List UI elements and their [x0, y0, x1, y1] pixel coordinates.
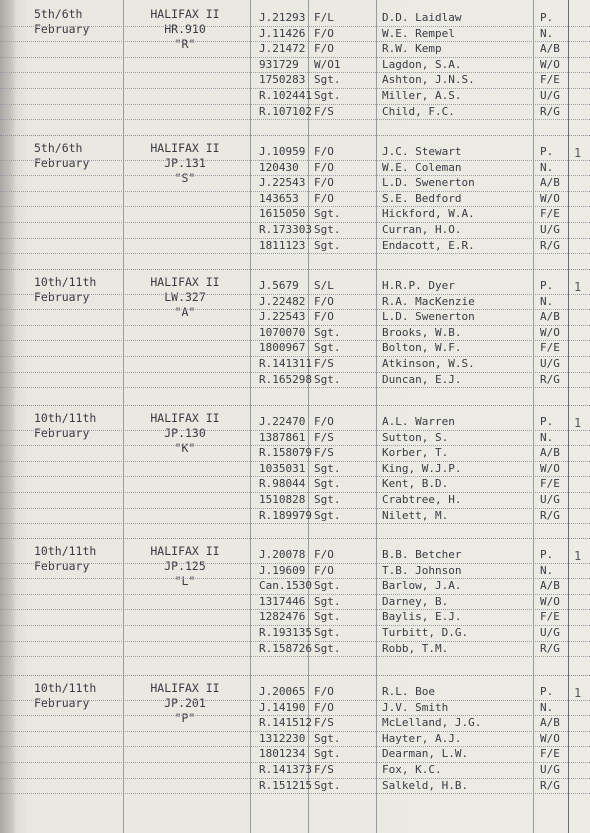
crew-row: [0, 340, 590, 357]
crew-row: [0, 160, 590, 177]
aircraft-line: JP.201: [164, 696, 206, 710]
crew-rank: F/S: [314, 763, 334, 776]
aircraft-line: "A": [174, 305, 196, 319]
crew-name: Endacott, E.R.: [382, 238, 475, 252]
crew-name: Barlow, J.A.: [382, 579, 462, 593]
crew-role: N.: [540, 26, 554, 40]
service-number: J.5679: [259, 279, 299, 292]
crew-row: [0, 88, 590, 105]
crew-role: R/G: [540, 104, 560, 118]
margin-note: 1: [574, 686, 582, 700]
service-number: R.189979: [259, 508, 312, 522]
service-number: R.141311: [259, 357, 312, 370]
crew-rank: F/S: [314, 430, 334, 444]
crew-row: [0, 625, 590, 642]
crew-row: [0, 325, 590, 342]
crew-row: [0, 191, 590, 208]
crew-name: Child, F.C.: [382, 104, 455, 118]
crew-role: F/E: [540, 341, 560, 355]
aircraft-line: "L": [174, 574, 196, 588]
crew-rank: Sgt.: [314, 579, 341, 593]
crew-rank: F/O: [314, 685, 334, 698]
crew-name: R.W. Kemp: [382, 42, 442, 56]
crew-row: [0, 762, 590, 779]
crew-role: F/E: [540, 73, 560, 87]
crew-role: P.: [540, 415, 554, 428]
aircraft-line: HALIFAX II: [150, 141, 220, 155]
crew-rank: Sgt.: [314, 594, 341, 608]
aircraft-line: JP.131: [164, 156, 206, 170]
crew-name: Ashton, J.N.S.: [382, 73, 475, 87]
crew-name: Hickford, W.A.: [382, 207, 475, 221]
service-number: R.158726: [259, 641, 312, 655]
crew-name: Fox, K.C.: [382, 763, 442, 776]
crew-name: McLelland, J.G.: [382, 716, 482, 730]
crew-rank: F/S: [314, 104, 334, 118]
sortie-separator: [0, 269, 590, 270]
crew-rank: Sgt.: [314, 610, 341, 624]
crew-role: U/G: [540, 763, 560, 776]
crew-row: [0, 278, 590, 295]
crew-name: L.D. Swenerton: [382, 176, 475, 190]
crew-rank: Sgt.: [314, 341, 341, 355]
crew-row: [0, 414, 590, 431]
crew-row: [0, 57, 590, 74]
crew-row: [0, 476, 590, 493]
service-number: 1070070: [259, 325, 306, 339]
crew-row: [0, 222, 590, 239]
crew-rank: F/O: [314, 563, 334, 577]
service-number: 931729: [259, 57, 299, 71]
crew-rank: Sgt.: [314, 207, 341, 221]
date-line: February: [34, 156, 90, 170]
date-line: February: [34, 696, 90, 710]
crew-role: N.: [540, 160, 554, 174]
service-number: R.141373: [259, 763, 312, 776]
crew-name: A.L. Warren: [382, 415, 455, 428]
crew-row: [0, 731, 590, 748]
crew-rank: Sgt.: [314, 325, 341, 339]
crew-rank: F/O: [314, 42, 334, 56]
aircraft-line: HALIFAX II: [150, 275, 220, 289]
crew-name: R.A. MacKenzie: [382, 294, 475, 308]
crew-role: W/O: [540, 731, 560, 745]
crew-rank: Sgt.: [314, 461, 341, 475]
date-line: 5th/6th: [34, 7, 83, 21]
service-number: 143653: [259, 191, 299, 205]
crew-role: F/E: [540, 610, 560, 624]
service-number: R.98044: [259, 477, 306, 491]
crew-row: [0, 72, 590, 89]
crew-rank: Sgt.: [314, 238, 341, 252]
crew-role: A/B: [540, 176, 560, 190]
crew-rank: W/O1: [314, 57, 341, 71]
crew-role: N.: [540, 563, 554, 577]
service-number: J.22543: [259, 310, 306, 324]
crew-role: U/G: [540, 223, 560, 236]
crew-rank: Sgt.: [314, 73, 341, 87]
crew-name: Darney, B.: [382, 594, 449, 608]
service-number: J.22470: [259, 415, 306, 428]
crew-role: P.: [540, 548, 554, 561]
crew-role: F/E: [540, 207, 560, 221]
crew-row: [0, 715, 590, 732]
crew-role: N.: [540, 700, 554, 714]
crew-role: A/B: [540, 310, 560, 324]
crew-name: Salkeld, H.B.: [382, 778, 469, 792]
aircraft-line: HALIFAX II: [150, 411, 220, 425]
crew-rank: F/S: [314, 716, 334, 730]
crew-rank: Sgt.: [314, 372, 341, 386]
crew-rank: Sgt.: [314, 493, 341, 506]
service-number: J.20065: [259, 685, 306, 698]
crew-name: Dearman, L.W.: [382, 747, 469, 761]
crew-rank: Sgt.: [314, 223, 341, 236]
crew-rank: Sgt.: [314, 747, 341, 761]
service-number: 1387861: [259, 430, 306, 444]
crew-row: [0, 26, 590, 43]
crew-name: Turbitt, D.G.: [382, 626, 469, 639]
margin-note: 1: [574, 549, 582, 563]
crew-name: T.B. Johnson: [382, 563, 462, 577]
crew-role: P.: [540, 145, 554, 158]
crew-rank: F/O: [314, 191, 334, 205]
aircraft-line: HR.910: [164, 22, 206, 36]
date-line: February: [34, 290, 90, 304]
crew-role: A/B: [540, 716, 560, 730]
crew-rank: Sgt.: [314, 641, 341, 655]
crew-rank: F/O: [314, 145, 334, 158]
crew-rank: F/O: [314, 176, 334, 190]
service-number: Can.1530: [259, 579, 312, 593]
crew-rank: F/O: [314, 294, 334, 308]
aircraft-line: "P": [174, 711, 196, 725]
crew-role: N.: [540, 430, 554, 444]
crew-row: [0, 104, 590, 121]
aircraft-line: HALIFAX II: [150, 544, 220, 558]
crew-row: [0, 175, 590, 192]
date-line: 10th/11th: [34, 681, 97, 695]
service-number: J.22543: [259, 176, 306, 190]
service-number: J.21293: [259, 11, 306, 24]
sortie-separator: [0, 538, 590, 539]
date-line: 10th/11th: [34, 544, 97, 558]
crew-row: [0, 144, 590, 161]
crew-role: U/G: [540, 626, 560, 639]
crew-name: Duncan, E.J.: [382, 372, 462, 386]
crew-role: A/B: [540, 579, 560, 593]
crew-name: H.R.P. Dyer: [382, 279, 455, 292]
crew-row: [0, 238, 590, 255]
crew-rank: F/O: [314, 415, 334, 428]
service-number: 1750283: [259, 73, 306, 87]
crew-rank: F/S: [314, 446, 334, 460]
service-number: R.102441: [259, 89, 312, 102]
crew-row: [0, 430, 590, 447]
date-line: February: [34, 22, 90, 36]
crew-role: R/G: [540, 508, 560, 522]
service-number: 1510828: [259, 493, 306, 506]
crew-name: Atkinson, W.S.: [382, 357, 475, 370]
service-number: J.19609: [259, 563, 306, 577]
date-line: 5th/6th: [34, 141, 83, 155]
service-number: R.158079: [259, 446, 312, 460]
crew-name: Curran, H.O.: [382, 223, 462, 236]
service-number: 1312230: [259, 731, 306, 745]
crew-row: [0, 594, 590, 611]
date-line: 10th/11th: [34, 411, 97, 425]
service-number: R.141512: [259, 716, 312, 730]
crew-role: R/G: [540, 372, 560, 386]
crew-name: King, W.J.P.: [382, 461, 462, 475]
crew-rank: F/O: [314, 310, 334, 324]
aircraft-line: JP.130: [164, 426, 206, 440]
crew-name: Lagdon, S.A.: [382, 57, 462, 71]
crew-row: [0, 700, 590, 717]
crew-role: P.: [540, 279, 554, 292]
crew-name: Korber, T.: [382, 446, 449, 460]
sortie-separator: [0, 135, 590, 136]
service-number: 1811123: [259, 238, 306, 252]
crew-name: Kent, B.D.: [382, 477, 449, 491]
crew-name: Miller, A.S.: [382, 89, 462, 102]
aircraft-line: HALIFAX II: [150, 7, 220, 21]
crew-name: B.B. Betcher: [382, 548, 462, 561]
aircraft-line: "K": [174, 441, 196, 455]
crew-role: R/G: [540, 238, 560, 252]
crew-rank: F/O: [314, 26, 334, 40]
crew-role: W/O: [540, 57, 560, 71]
crew-row: [0, 445, 590, 462]
crew-rank: Sgt.: [314, 508, 341, 522]
crew-name: Brooks, W.B.: [382, 325, 462, 339]
service-number: R.193135: [259, 626, 312, 639]
service-number: J.10959: [259, 145, 306, 158]
crew-role: W/O: [540, 325, 560, 339]
date-line: 10th/11th: [34, 275, 97, 289]
service-number: 120430: [259, 160, 299, 174]
crew-role: U/G: [540, 89, 560, 102]
crew-row: [0, 746, 590, 763]
crew-rank: F/O: [314, 548, 334, 561]
crew-rank: F/O: [314, 700, 334, 714]
crew-role: P.: [540, 685, 554, 698]
service-number: 1317446: [259, 594, 306, 608]
crew-role: R/G: [540, 641, 560, 655]
crew-role: U/G: [540, 357, 560, 370]
service-number: R.165298: [259, 372, 312, 386]
crew-role: F/E: [540, 747, 560, 761]
crew-name: Nilett, M.: [382, 508, 449, 522]
crew-row: [0, 563, 590, 580]
crew-row: [0, 356, 590, 373]
crew-role: W/O: [540, 594, 560, 608]
crew-rank: F/L: [314, 11, 334, 24]
crew-name: S.E. Bedford: [382, 191, 462, 205]
crew-row: [0, 461, 590, 478]
crew-role: W/O: [540, 191, 560, 205]
crew-name: J.V. Smith: [382, 700, 449, 714]
crew-role: R/G: [540, 778, 560, 792]
sortie-separator: [0, 675, 590, 676]
crew-row: [0, 508, 590, 525]
crew-name: L.D. Swenerton: [382, 310, 475, 324]
crew-row: [0, 578, 590, 595]
crew-name: Crabtree, H.: [382, 493, 462, 506]
aircraft-line: HALIFAX II: [150, 681, 220, 695]
service-number: J.22482: [259, 294, 306, 308]
crew-row: [0, 641, 590, 658]
crew-role: A/B: [540, 446, 560, 460]
crew-rank: F/S: [314, 357, 334, 370]
date-line: February: [34, 426, 90, 440]
service-number: J.14190: [259, 700, 306, 714]
service-number: R.151215: [259, 778, 312, 792]
service-number: J.11426: [259, 26, 306, 40]
aircraft-line: JP.125: [164, 559, 206, 573]
crew-name: Sutton, S.: [382, 430, 449, 444]
crew-role: U/G: [540, 493, 560, 506]
crew-row: [0, 778, 590, 795]
crew-rank: F/O: [314, 160, 334, 174]
crew-name: W.E. Rempel: [382, 26, 455, 40]
date-line: February: [34, 559, 90, 573]
aircraft-line: "S": [174, 171, 196, 185]
crew-role: A/B: [540, 42, 560, 56]
crew-rank: Sgt.: [314, 89, 341, 102]
crew-role: W/O: [540, 461, 560, 475]
crew-rank: Sgt.: [314, 778, 341, 792]
crew-rank: S/L: [314, 279, 334, 292]
crew-rank: Sgt.: [314, 731, 341, 745]
service-number: 1615050: [259, 207, 306, 221]
crew-row: [0, 10, 590, 27]
margin-note: 1: [574, 280, 582, 294]
crew-row: [0, 206, 590, 223]
aircraft-line: LW.327: [164, 290, 206, 304]
service-number: 1282476: [259, 610, 306, 624]
crew-name: Baylis, E.J.: [382, 610, 462, 624]
crew-name: D.D. Laidlaw: [382, 11, 462, 24]
crew-row: [0, 684, 590, 701]
service-number: J.21472: [259, 42, 306, 56]
service-number: 1800967: [259, 341, 306, 355]
crew-role: N.: [540, 294, 554, 308]
service-number: J.20078: [259, 548, 306, 561]
service-number: 1801234: [259, 747, 306, 761]
crew-name: R.L. Boe: [382, 685, 435, 698]
crew-row: [0, 547, 590, 564]
crew-name: Hayter, A.J.: [382, 731, 462, 745]
margin-note: 1: [574, 146, 582, 160]
sortie-separator: [0, 405, 590, 406]
crew-role: P.: [540, 11, 554, 24]
crew-row: [0, 294, 590, 311]
crew-rank: Sgt.: [314, 477, 341, 491]
crew-role: F/E: [540, 477, 560, 491]
service-number: R.173303: [259, 223, 312, 236]
crew-row: [0, 372, 590, 389]
service-number: 1035031: [259, 461, 306, 475]
aircraft-line: "R": [174, 37, 196, 51]
service-number: R.107102: [259, 104, 312, 118]
crew-name: Bolton, W.F.: [382, 341, 462, 355]
crew-name: W.E. Coleman: [382, 160, 462, 174]
margin-note: 1: [574, 416, 582, 430]
crew-name: Robb, T.M.: [382, 641, 449, 655]
crew-row: [0, 609, 590, 626]
crew-row: [0, 492, 590, 509]
crew-row: [0, 309, 590, 326]
crew-name: J.C. Stewart: [382, 145, 462, 158]
crew-rank: Sgt.: [314, 626, 341, 639]
crew-row: [0, 41, 590, 58]
